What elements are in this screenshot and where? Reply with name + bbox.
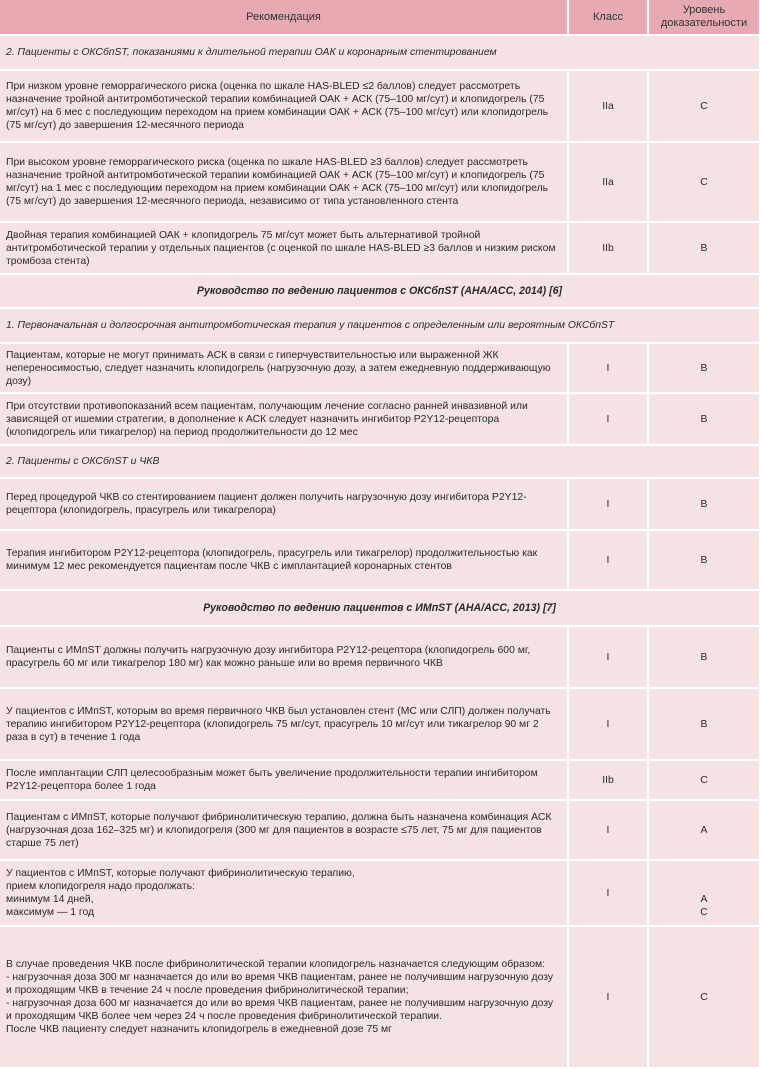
recommendation-line: В случае проведения ЧКВ после фибринолитической терапии клопидогрель назначается следующим образом: (6, 959, 546, 970)
recommendation-cell (0, 142, 568, 222)
recommendation-cell (0, 800, 568, 860)
table-row (0, 688, 760, 760)
guideline-heading: Руководство по ведению пациентов с ОКСбпST (AHA/ACC, 2014) [6] (0, 274, 760, 308)
recommendation-cell (0, 626, 568, 688)
recommendation-line: прием клопидогреля надо продолжать: (6, 881, 195, 892)
table-row (0, 860, 760, 926)
recommendation-cell (0, 530, 568, 590)
recommendation-line: - нагрузочная доза 600 мг назначается до или во время ЧКВ пациентам, ранее не получившим нагрузочную дозу и проходящим ЧКВ более чем через 24 ч после проведения фибринолитической терапии. (6, 998, 554, 1022)
table-row (0, 760, 760, 800)
header-evidence-level-line2: доказательности (660, 17, 748, 29)
table-row (0, 530, 760, 590)
class-cell: I (568, 926, 648, 1068)
evidence-level-cell (648, 222, 760, 274)
table-row (0, 393, 760, 445)
table-row (0, 478, 760, 530)
table-body (0, 35, 760, 1068)
table-row (0, 343, 760, 393)
evidence-level-value: C (700, 907, 708, 918)
evidence-level-cell (648, 860, 760, 926)
evidence-level-value: B (700, 554, 708, 566)
evidence-level-cell (648, 343, 760, 393)
recommendation-line: Перед процедурой ЧКВ со стентированием пациент должен получить нагрузочную дозу ингибитора P2Y12-рецептора (клопидогрель, прасугрель или тикагрелора) (6, 492, 527, 516)
evidence-level-value: C (700, 100, 708, 112)
evidence-level-cell (648, 530, 760, 590)
recommendation-line: максимум — 1 год (6, 907, 95, 918)
guideline-heading: Руководство по ведению пациентов с ИМпST (AHA/ACC, 2013) [7] (0, 590, 760, 626)
class-cell: I (568, 800, 648, 860)
evidence-level-cell (648, 478, 760, 530)
table-row (0, 70, 760, 142)
evidence-level-cell (648, 626, 760, 688)
guideline-heading-row (0, 274, 760, 308)
table-row (0, 222, 760, 274)
recommendation-line: - нагрузочная доза 300 мг назначается до или во время ЧКВ пациентам, ранее не получившим нагрузочную дозу и проходящим ЧКВ в течение 24 ч после проведения фибринолитической терапии; (6, 972, 554, 996)
class-cell: I (568, 530, 648, 590)
header-evidence-level-line1: Уровень (682, 4, 726, 16)
evidence-level-cell (648, 800, 760, 860)
recommendation-cell (0, 222, 568, 274)
recommendation-line: При высоком уровне геморрагического риска (оценка по шкале HAS-BLED ≥3 баллов) следует рассмотреть назначение тройной антитромботической терапии комбинацией ОАК + АСК (75–100 мг/сут) и клопидогрель (75 мг/сут) на 1 мес с последующим переходом на прием комбинации ОАК + АСК (75–100 мг/сут) или клопидогрель (75 мг/сут) до завершения 12-месячного периода, независимо от типа установленного стента (6, 157, 549, 207)
recommendation-line: Пациентам с ИМпST, которые получают фибринолитическую терапию, должна быть назначена комбинация АСК (нагрузочная доза 162–325 мг) и клопидогреля (300 мг для пациентов в возрасте ≤75 лет, 75 мг для пациентов старше 75 лет) (6, 811, 552, 849)
evidence-level-cell (648, 760, 760, 800)
class-cell: I (568, 626, 648, 688)
table-row (0, 626, 760, 688)
section-heading: 1. Первоначальная и долгосрочная антитромботическая терапия у пациентов с определенным или вероятным ОКСбпST (0, 308, 760, 343)
recommendation-cell (0, 478, 568, 530)
recommendation-line: При низком уровне геморрагического риска (оценка по шкале HAS-BLED ≤2 баллов) следует рассмотреть назначение тройной антитромботической терапии комбинацией ОАК + АСК (75–100 мг/сут) и клопидогрель (75 мг/сут) на 6 мес с последующим переходом на прием комбинации ОАК + АСК (75–100 мг/сут) или клопидогрель (75 мг/сут) до завершения 12-месячного периода (6, 81, 549, 131)
evidence-level-value: B (700, 718, 708, 730)
recommendation-line: После ЧКВ пациенту следует назначить клопидогрель в ежедневной дозе 75 мг (6, 1024, 392, 1035)
recommendation-line: При отсутствии противопоказаний всем пациентам, получающим лечение согласно ранней инвазивной или зависящей от ишемии стратегии, в дополнение к АСК следует назначить ингибитор P2Y12-рецептора (клопидогрель или тикагрелор) на период продолжительности до 12 мес (6, 400, 528, 438)
evidence-level-value: B (700, 498, 708, 510)
class-cell: I (568, 478, 648, 530)
evidence-level-cell (648, 142, 760, 222)
recommendation-line: Терапия ингибитором P2Y12-рецептора (клопидогрель, прасугрель или тикагрелор) продолжительностью как минимум 12 мес рекомендуется пациентам после ЧКВ с имплантацией коронарных стентов (6, 548, 538, 572)
class-cell: IIa (568, 70, 648, 142)
recommendation-cell (0, 860, 568, 926)
evidence-level-cell (648, 70, 760, 142)
section-heading-row (0, 445, 760, 478)
evidence-level-value: C (700, 991, 708, 1003)
recommendation-cell (0, 343, 568, 393)
evidence-level-value: A (700, 824, 708, 836)
recommendation-line: Двойная терапия комбинацией ОАК + клопидогрель 75 мг/сут может быть альтернативой тройной антитромботической терапии у отдельных пациентов (с оценкой по шкале HAS-BLED ≥3 баллов и низким риском тромбоза стента) (6, 229, 556, 267)
header-recommendation: Рекомендация (0, 0, 568, 35)
section-heading-row (0, 308, 760, 343)
evidence-level-value: A (700, 894, 708, 905)
evidence-level-value: B (700, 362, 708, 374)
table-row (0, 800, 760, 860)
class-cell: I (568, 860, 648, 926)
table-row (0, 142, 760, 222)
evidence-level-value: C (700, 176, 708, 188)
recommendation-line: У пациентов с ИМпST, которые получают фибринолитическую терапию, (6, 868, 355, 879)
class-cell: IIa (568, 142, 648, 222)
table-header-row (0, 0, 760, 35)
class-cell: IIb (568, 222, 648, 274)
header-evidence-level (648, 0, 760, 35)
recommendation-line: Пациентам, которые не могут принимать АСК в связи с гиперчувствительностью или выраженной ЖК непереносимостью, следует назначить клопидогрель (нагрузочную дозу, а затем ежедневную поддерживающую дозу) (6, 349, 551, 387)
recommendation-cell (0, 393, 568, 445)
evidence-level-value: B (700, 242, 708, 254)
recommendation-cell (0, 688, 568, 760)
section-heading: 2. Пациенты с ОКСбпST, показаниями к длительной терапии ОАК и коронарным стентированием (0, 35, 760, 70)
class-cell: I (568, 393, 648, 445)
recommendation-line: У пациентов с ИМпST, которым во время первичного ЧКВ был установлен стент (МС или СЛП) должен получать терапию ингибитором P2Y12-рецептора (клопидогрель 75 мг/сут, прасугрель 10 мг/сут или тикагрелор 90 мг 2 раза в сут) в течение 1 года (6, 705, 551, 743)
evidence-level-value: B (700, 651, 708, 663)
guideline-heading-row (0, 590, 760, 626)
class-cell: IIb (568, 760, 648, 800)
recommendation-cell (0, 760, 568, 800)
class-cell: I (568, 688, 648, 760)
section-heading-row (0, 35, 760, 70)
recommendation-line: минимум 14 дней, (6, 894, 94, 905)
recommendation-line: Пациенты с ИМпST должны получить нагрузочную дозу ингибитора P2Y12-рецептора (клопидогрель 600 мг, прасугрель 60 мг или тикагрелор 180 мг) как можно раньше или во время первичного ЧКВ (6, 645, 531, 669)
recommendation-cell (0, 70, 568, 142)
header-class: Класс (568, 0, 648, 35)
section-heading: 2. Пациенты с ОКСбпST и ЧКВ (0, 445, 760, 478)
evidence-level-value: C (700, 774, 708, 786)
evidence-level-cell (648, 393, 760, 445)
evidence-level-value: B (700, 413, 708, 425)
class-cell: I (568, 343, 648, 393)
recommendation-line: После имплантации СЛП целесообразным может быть увеличение продолжительности терапии ингибитором P2Y12-рецептора более 1 года (6, 768, 538, 792)
evidence-level-cell (648, 688, 760, 760)
